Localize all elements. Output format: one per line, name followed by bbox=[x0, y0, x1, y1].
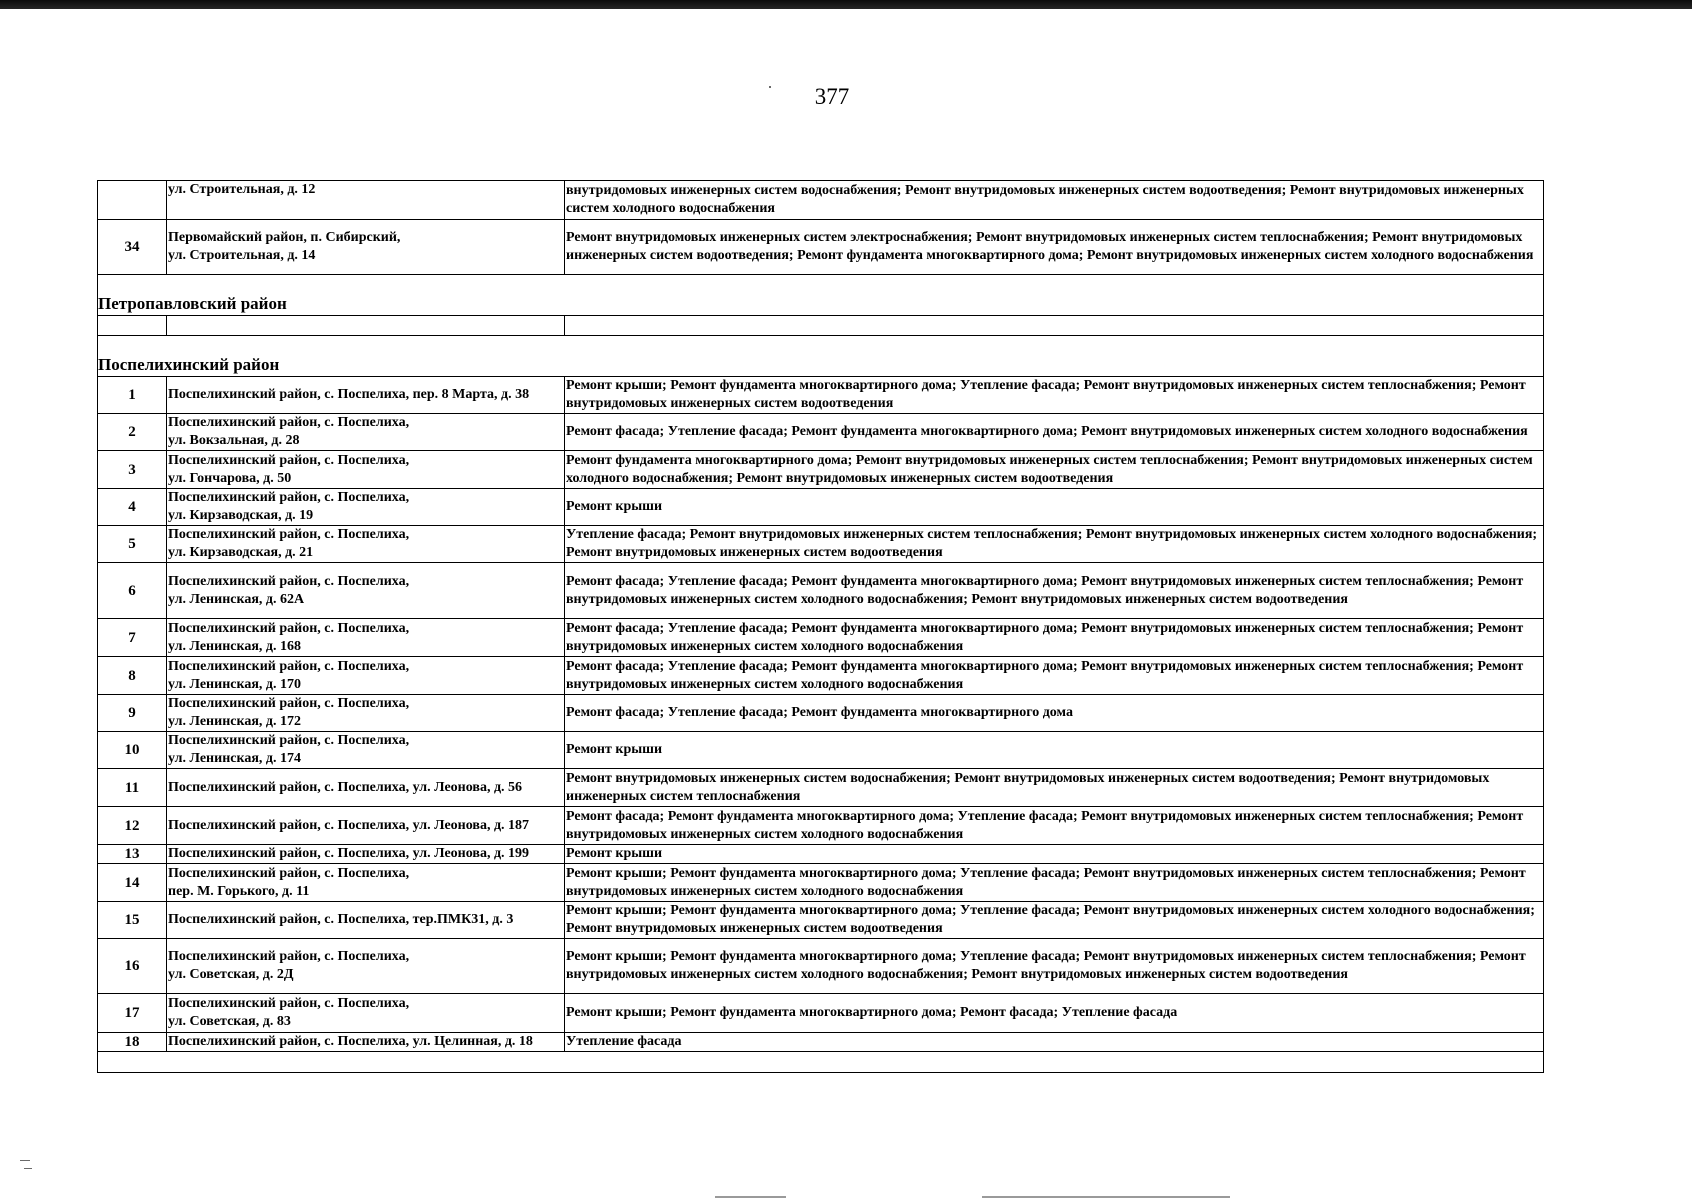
address-line: Поспелихинский район, с. Поспелиха, ул. Целинная, д. 18 bbox=[168, 1034, 533, 1049]
district-header: Петропавловский район bbox=[98, 275, 1544, 316]
row-number: 4 bbox=[98, 489, 167, 526]
works-cell: Ремонт внутридомовых инженерных систем электроснабжения; Ремонт внутридомовых инженерных систем теплоснабжения; Ремонт внутридомовых инженерных систем водоотведения; Ремонт фундамента многоквартирного дома; Ремонт внутридомовых инженерных систем холодного водоснабжения bbox=[565, 220, 1544, 275]
address-cell bbox=[167, 451, 565, 489]
row-number: 5 bbox=[98, 526, 167, 563]
works-cell: Ремонт фасада; Утепление фасада; Ремонт фундамента многоквартирного дома; Ремонт внутридомовых инженерных систем теплоснабжения; Ремонт внутридомовых инженерных систем холодного водоснабжения; Ремонт внутридомовых инженерных систем водоотведения bbox=[565, 563, 1544, 619]
table-row bbox=[98, 451, 1544, 489]
address-cell bbox=[167, 807, 565, 845]
address-line: Поспелихинский район, с. Поспелиха, пер. 8 Марта, д. 38 bbox=[168, 387, 530, 402]
scan-speck bbox=[20, 1160, 30, 1161]
scan-speck bbox=[715, 1196, 786, 1198]
address-line: Поспелихинский район, с. Поспелиха, bbox=[168, 696, 410, 711]
works-cell: Ремонт крыши; Ремонт фундамента многоквартирного дома; Ремонт фасада; Утепление фасада bbox=[565, 994, 1544, 1033]
works-cell: Ремонт фасада; Ремонт фундамента многоквартирного дома; Утепление фасада; Ремонт внутридомовых инженерных систем теплоснабжения; Ремонт внутридомовых инженерных систем холодного водоснабжения bbox=[565, 807, 1544, 845]
empty-cell bbox=[98, 316, 167, 336]
table-row bbox=[98, 563, 1544, 619]
table-row bbox=[98, 864, 1544, 902]
works-cell: Ремонт крыши bbox=[565, 845, 1544, 864]
table-row bbox=[98, 695, 1544, 732]
address-cell bbox=[167, 619, 565, 657]
address-line: ул. Гончарова, д. 50 bbox=[168, 470, 292, 486]
address-cell bbox=[167, 864, 565, 902]
address-line: Поспелихинский район, с. Поспелиха, тер.ПМК31, д. 3 bbox=[168, 912, 514, 927]
row-number: 13 bbox=[98, 845, 167, 864]
empty-cell bbox=[565, 316, 1544, 336]
address-line: ул. Ленинская, д. 170 bbox=[168, 676, 301, 692]
address-line: Поспелихинский район, с. Поспелиха, ул. Леонова, д. 56 bbox=[168, 779, 523, 795]
works-cell: Ремонт крыши; Ремонт фундамента многоквартирного дома; Утепление фасада; Ремонт внутридомовых инженерных систем теплоснабжения; Ремонт внутридомовых инженерных систем холодного водоснабжения bbox=[565, 864, 1544, 902]
works-cell: Ремонт фундамента многоквартирного дома; Ремонт внутридомовых инженерных систем теплоснабжения; Ремонт внутридомовых инженерных систем холодного водоснабжения; Ремонт внутридомовых инженерных систем водоотведения bbox=[565, 451, 1544, 489]
row-number: 7 bbox=[98, 619, 167, 657]
table-row bbox=[98, 657, 1544, 695]
address-cell bbox=[167, 526, 565, 563]
address-cell bbox=[167, 414, 565, 451]
address-line: Поспелихинский район, с. Поспелиха, bbox=[168, 733, 410, 748]
row-number: 18 bbox=[98, 1033, 167, 1052]
row-number: 1 bbox=[98, 377, 167, 414]
address-line: Поспелихинский район, с. Поспелиха, bbox=[168, 490, 410, 505]
works-table bbox=[97, 180, 1544, 1073]
address-line: Поспелихинский район, с. Поспелиха, bbox=[168, 415, 410, 430]
row-number bbox=[98, 181, 167, 220]
address-line: Поспелихинский район, с. Поспелиха, bbox=[168, 949, 410, 964]
works-cell: Утепление фасада bbox=[565, 1033, 1544, 1052]
scan-speck bbox=[24, 1168, 32, 1169]
table-row bbox=[98, 732, 1544, 769]
table-row bbox=[98, 181, 1544, 220]
row-number: 9 bbox=[98, 695, 167, 732]
address-cell bbox=[167, 563, 565, 619]
address-line: ул. Кирзаводская, д. 19 bbox=[168, 508, 314, 523]
works-cell: Ремонт крыши bbox=[565, 732, 1544, 769]
address-line: Поспелихинский район, с. Поспелиха, bbox=[168, 996, 410, 1011]
address-cell bbox=[167, 657, 565, 695]
works-cell: Ремонт крыши; Ремонт фундамента многоквартирного дома; Утепление фасада; Ремонт внутридомовых инженерных систем теплоснабжения; Ремонт внутридомовых инженерных систем холодного водоснабжения; Ремонт внутридомовых инженерных систем водоотведения bbox=[565, 939, 1544, 994]
address-line: ул. Советская, д. 2Д bbox=[168, 967, 294, 982]
row-number: 2 bbox=[98, 414, 167, 451]
empty-row bbox=[98, 316, 1544, 336]
address-line: Поспелихинский район, с. Поспелиха, bbox=[168, 527, 410, 542]
row-number: 11 bbox=[98, 769, 167, 807]
district-header: Поспелихинский район bbox=[98, 336, 1544, 377]
row-number: 10 bbox=[98, 732, 167, 769]
page-number: 377 bbox=[814, 84, 850, 109]
address-line: ул. Строительная, д. 12 bbox=[168, 182, 316, 197]
row-number: 12 bbox=[98, 807, 167, 845]
works-cell: Ремонт фасада; Утепление фасада; Ремонт фундамента многоквартирного дома; Ремонт внутридомовых инженерных систем теплоснабжения; Ремонт внутридомовых инженерных систем холодного водоснабжения bbox=[565, 657, 1544, 695]
address-line: пер. М. Горького, д. 11 bbox=[168, 883, 310, 899]
table-row bbox=[98, 619, 1544, 657]
row-number: 14 bbox=[98, 864, 167, 902]
works-cell: Ремонт фасада; Утепление фасада; Ремонт фундамента многоквартирного дома; Ремонт внутридомовых инженерных систем теплоснабжения; Ремонт внутридомовых инженерных систем холодного водоснабжения bbox=[565, 619, 1544, 657]
empty-cell bbox=[167, 316, 565, 336]
address-cell bbox=[167, 939, 565, 994]
address-cell bbox=[167, 489, 565, 526]
address-line: Поспелихинский район, с. Поспелиха, ул. Леонова, д. 187 bbox=[168, 817, 530, 833]
address-cell bbox=[167, 902, 565, 939]
address-line: Поспелихинский район, с. Поспелиха, bbox=[168, 658, 410, 674]
empty-cell bbox=[98, 1052, 1544, 1073]
address-line: Поспелихинский район, с. Поспелиха, bbox=[168, 573, 410, 589]
address-cell bbox=[167, 695, 565, 732]
works-cell: внутридомовых инженерных систем водоснабжения; Ремонт внутридомовых инженерных систем водоотведения; Ремонт внутридомовых инженерных систем холодного водоснабжения bbox=[565, 181, 1544, 220]
works-cell: Ремонт крыши; Ремонт фундамента многоквартирного дома; Утепление фасада; Ремонт внутридомовых инженерных систем холодного водоснабжения; Ремонт внутридомовых инженерных систем водоотведения bbox=[565, 902, 1544, 939]
address-line: Поспелихинский район, с. Поспелиха, bbox=[168, 452, 410, 468]
address-line: Первомайский район, п. Сибирский, bbox=[168, 230, 401, 245]
row-number: 8 bbox=[98, 657, 167, 695]
address-line: ул. Ленинская, д. 62А bbox=[168, 591, 305, 607]
address-cell bbox=[167, 1033, 565, 1052]
table-row bbox=[98, 220, 1544, 275]
empty-row bbox=[98, 1052, 1544, 1073]
address-line: ул. Кирзаводская, д. 21 bbox=[168, 545, 314, 560]
district-header-row bbox=[98, 275, 1544, 316]
table-row bbox=[98, 845, 1544, 864]
address-line: ул. Ленинская, д. 172 bbox=[168, 714, 301, 729]
table-row bbox=[98, 769, 1544, 807]
scan-top-border bbox=[0, 0, 1692, 9]
address-line: ул. Ленинская, д. 168 bbox=[168, 638, 301, 654]
district-header-row bbox=[98, 336, 1544, 377]
row-number: 16 bbox=[98, 939, 167, 994]
row-number: 15 bbox=[98, 902, 167, 939]
table-row bbox=[98, 939, 1544, 994]
table-row bbox=[98, 1033, 1544, 1052]
row-number: 3 bbox=[98, 451, 167, 489]
address-cell bbox=[167, 994, 565, 1033]
address-cell bbox=[167, 220, 565, 275]
address-line: ул. Советская, д. 83 bbox=[168, 1014, 291, 1029]
address-line: ул. Строительная, д. 14 bbox=[168, 248, 316, 263]
scan-speck bbox=[769, 86, 771, 88]
works-cell: Ремонт фасада; Утепление фасада; Ремонт фундамента многоквартирного дома bbox=[565, 695, 1544, 732]
row-number: 17 bbox=[98, 994, 167, 1033]
address-cell bbox=[167, 377, 565, 414]
works-cell: Ремонт фасада; Утепление фасада; Ремонт фундамента многоквартирного дома; Ремонт внутридомовых инженерных систем холодного водоснабжения bbox=[565, 414, 1544, 451]
table-row bbox=[98, 414, 1544, 451]
table-row bbox=[98, 807, 1544, 845]
works-table-body bbox=[98, 181, 1544, 1073]
address-cell bbox=[167, 732, 565, 769]
address-cell bbox=[167, 181, 565, 220]
address-line: Поспелихинский район, с. Поспелиха, bbox=[168, 865, 410, 881]
works-cell: Ремонт крыши bbox=[565, 489, 1544, 526]
table-row bbox=[98, 902, 1544, 939]
table-row bbox=[98, 994, 1544, 1033]
scan-speck bbox=[982, 1196, 1230, 1198]
row-number: 34 bbox=[98, 220, 167, 275]
address-line: Поспелихинский район, с. Поспелиха, bbox=[168, 620, 410, 636]
table-row bbox=[98, 377, 1544, 414]
table-row bbox=[98, 489, 1544, 526]
address-cell bbox=[167, 845, 565, 864]
works-cell: Ремонт крыши; Ремонт фундамента многоквартирного дома; Утепление фасада; Ремонт внутридомовых инженерных систем теплоснабжения; Ремонт внутридомовых инженерных систем водоотведения bbox=[565, 377, 1544, 414]
address-line: ул. Вокзальная, д. 28 bbox=[168, 433, 300, 448]
table-row bbox=[98, 526, 1544, 563]
address-line: Поспелихинский район, с. Поспелиха, ул. Леонова, д. 199 bbox=[168, 846, 530, 861]
address-line: ул. Ленинская, д. 174 bbox=[168, 751, 301, 766]
row-number: 6 bbox=[98, 563, 167, 619]
address-cell bbox=[167, 769, 565, 807]
works-cell: Ремонт внутридомовых инженерных систем водоснабжения; Ремонт внутридомовых инженерных систем водоотведения; Ремонт внутридомовых инженерных систем теплоснабжения bbox=[565, 769, 1544, 807]
works-cell: Утепление фасада; Ремонт внутридомовых инженерных систем теплоснабжения; Ремонт внутридомовых инженерных систем холодного водоснабжения; Ремонт внутридомовых инженерных систем водоотведения bbox=[565, 526, 1544, 563]
